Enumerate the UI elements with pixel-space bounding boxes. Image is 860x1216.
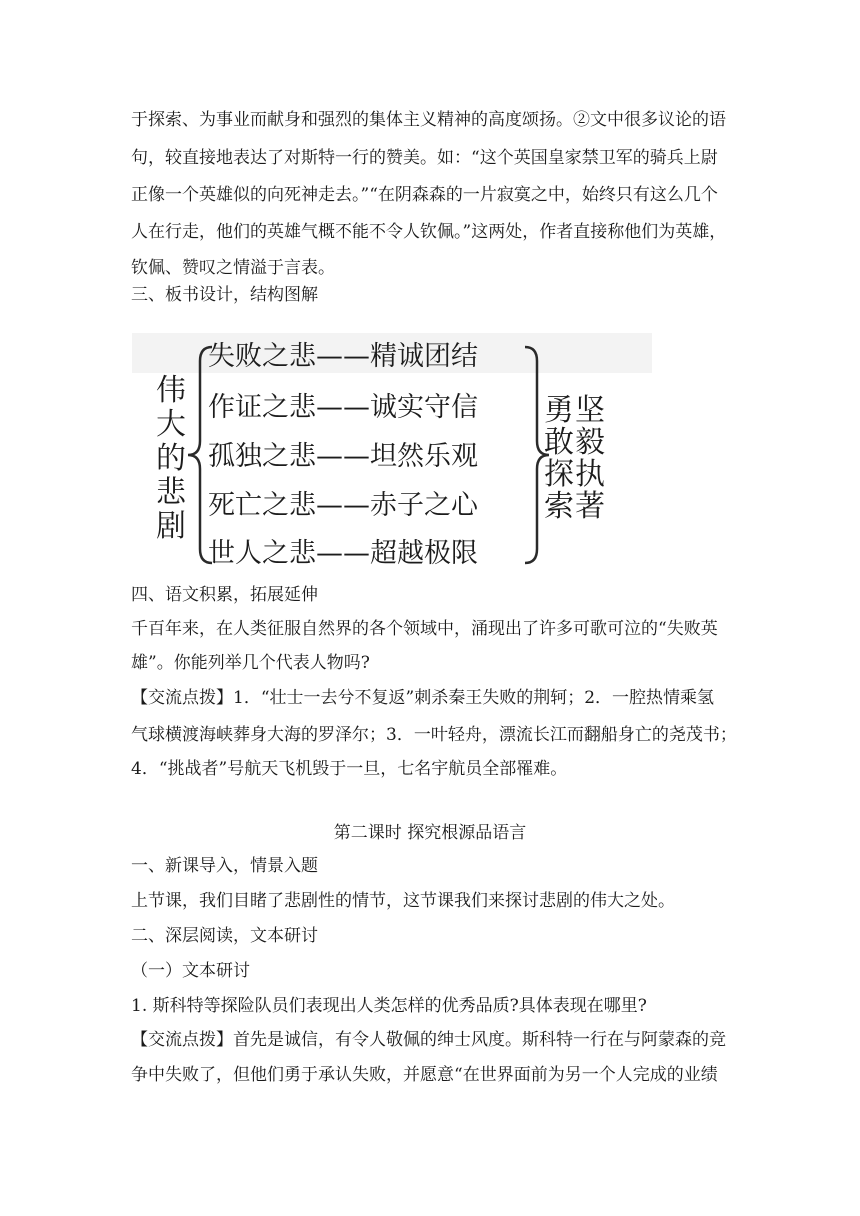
- lesson-title: 第二课时 探究根源品语言: [333, 823, 527, 843]
- diagram-right-char: 勇: [544, 393, 574, 428]
- structure-diagram: [132, 313, 652, 573]
- diagram-row: 孤独之悲——坦然乐观: [208, 441, 478, 472]
- diagram-right-char: 敢: [544, 425, 574, 460]
- section-heading: 二、深层阅读，文本研讨: [131, 926, 318, 946]
- section-heading: 一、新课导入，情景入题: [131, 856, 318, 876]
- diagram-row: 失败之悲——精诚团结: [208, 341, 478, 372]
- diagram-left-title-char: 剧: [156, 509, 186, 544]
- paragraph-line: 正像一个英雄似的向死神走去。”“在阴森森的一片寂寞之中，始终只有这么几个: [131, 185, 718, 205]
- diagram-right-char: 执: [575, 457, 605, 492]
- question-line: 1. 斯科特等探险队员们表现出人类怎样的优秀品质?具体表现在哪里?: [131, 996, 647, 1016]
- diagram-right-char: 坚: [575, 393, 605, 428]
- diagram-row: 作证之悲——诚实守信: [208, 392, 478, 423]
- diagram-left-title-char: 伟: [156, 373, 186, 408]
- diagram-right-char: 毅: [575, 425, 605, 460]
- section-heading-4: 四、语文积累，拓展延伸: [131, 585, 318, 605]
- subsection-heading: （一）文本研讨: [131, 961, 250, 981]
- paragraph-line: 争中失败了，但他们勇于承认失败，并愿意“在世界面前为另一个人完成的业绩: [131, 1065, 718, 1085]
- diagram-row: 死亡之悲——赤子之心: [208, 490, 478, 521]
- section-heading-3: 三、板书设计，结构图解: [131, 285, 318, 305]
- diagram-row: 世人之悲——超越极限: [208, 538, 478, 569]
- diagram-left-title-char: 的: [156, 441, 186, 476]
- paragraph-line: 于探索、为事业而献身和强烈的集体主义精神的高度颂扬。②文中很多议论的语: [131, 110, 726, 130]
- paragraph-line: 句，较直接地表达了对斯特一行的赞美。如：“这个英国皇家禁卫军的骑兵上尉: [131, 148, 718, 168]
- paragraph-line: 上节课，我们目睹了悲剧性的情节，这节课我们来探讨悲剧的伟大之处。: [131, 891, 675, 911]
- diagram-left-title-char: 悲: [156, 475, 186, 510]
- paragraph-line: 雄”。你能列举几个代表人物吗?: [131, 653, 370, 673]
- paragraph-line: 4．“挑战者”号航天飞机毁于一旦，七名宇航员全部罹难。: [131, 759, 568, 779]
- paragraph-line: 气球横渡海峡葬身大海的罗泽尔；3．一叶轻舟，漂流长江而翻船身亡的尧茂书；: [131, 725, 737, 745]
- diagram-right-char: 索: [544, 489, 574, 524]
- paragraph-line: 人在行走，他们的英雄气概不能不令人钦佩。”这两处，作者直接称他们为英雄，: [131, 222, 727, 242]
- paragraph-line: 【交流点拨】首先是诚信，有令人敬佩的绅士风度。斯科特一行在与阿蒙森的竞: [131, 1030, 726, 1050]
- paragraph-line: 钦佩、赞叹之情溢于言表。: [131, 258, 335, 278]
- diagram-right-char: 探: [544, 457, 574, 492]
- diagram-right-char: 著: [575, 489, 605, 524]
- paragraph-line: 千百年来，在人类征服自然界的各个领域中，涌现出了许多可歌可泣的“失败英: [131, 619, 718, 639]
- diagram-left-title-char: 大: [156, 407, 186, 442]
- paragraph-line: 【交流点拨】1．“壮士一去兮不复返”刺杀秦王失败的荆轲；2．一腔热情乘氢: [131, 688, 715, 708]
